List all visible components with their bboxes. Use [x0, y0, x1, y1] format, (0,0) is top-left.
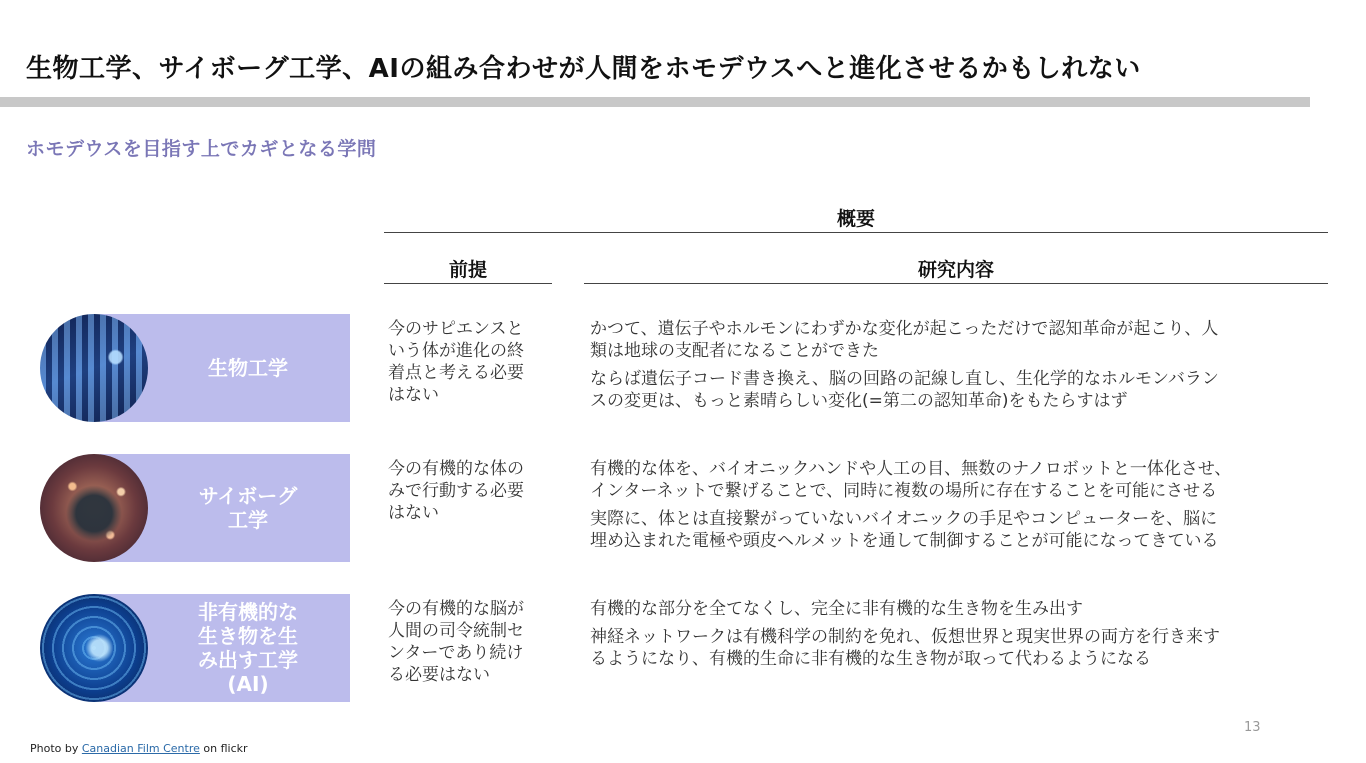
research-point: 神経ネットワークは有機科学の制約を免れ、仮想世界と現実世界の両方を行き来す るようになり、有機的生命に非有機的な生き物が取って代わるようになる [590, 627, 1221, 669]
header-premise-rule [384, 283, 552, 284]
row-label: 非有機的な 生き物を生 み出す工学 (AI) [198, 600, 298, 696]
slide-title: 生物工学、サイボーグ工学、AIの組み合わせが人間をホモデウスへと進化させるかもしれない [26, 54, 1141, 84]
row-label: サイボーグ 工学 [198, 484, 298, 532]
row-label: 生物工学 [208, 356, 288, 380]
cyborg-image-icon [40, 454, 148, 562]
title-divider-bar [0, 97, 1310, 107]
header-overview-rule [384, 232, 1328, 233]
research-point: ならば遺伝子コード書き換え、脳の回路の記線し直し、生化学的なホルモンバラン スの変更は、もっと素晴らしい変化(=第二の認知革命)をもたらすはず [590, 369, 1219, 411]
row-premise: 今の有機的な体の みで行動する必要 はない [388, 459, 524, 523]
ai-brain-image-icon [40, 594, 148, 702]
lab-image-icon [40, 314, 148, 422]
row-research [590, 598, 1335, 676]
header-research-rule [584, 283, 1328, 284]
page-number: 13 [1244, 720, 1261, 735]
credit-prefix: Photo by [30, 742, 82, 755]
photo-credit [30, 742, 248, 755]
research-point: 有機的な部分を全てなくし、完全に非有機的な生き物を生み出す [590, 599, 1083, 619]
row-premise: 今のサピエンスと いう体が進化の終 着点と考える必要 はない [388, 319, 524, 405]
header-overview: 概要 [836, 208, 875, 230]
header-premise: 前提 [448, 259, 487, 281]
slide-subtitle: ホモデウスを目指す上でカギとなる学問 [26, 138, 377, 160]
row-premise: 今の有機的な脳が 人間の司令統制セ ンターであり続け る必要はない [388, 599, 524, 685]
research-point: かつて、遺伝子やホルモンにわずかな変化が起こっただけで認知革命が起こり、人 類は地球の支配者になることができた [590, 319, 1219, 361]
research-point: 実際に、体とは直接繋がっていないバイオニックの手足やコンピューターを、脳に 埋め込まれた電極や頭皮ヘルメットを通して制御することが可能になってきている [590, 509, 1219, 551]
row-research [590, 318, 1335, 418]
credit-link[interactable]: Canadian Film Centre [81, 742, 200, 755]
credit-suffix: on flickr [199, 742, 248, 755]
header-research: 研究内容 [917, 259, 994, 281]
row-research [590, 458, 1335, 558]
research-point: 有機的な体を、バイオニックハンドや人工の目、無数のナノロボットと一体化させ、 インターネットで繋げることで、同時に複数の場所に存在することを可能にさせる [590, 459, 1232, 501]
